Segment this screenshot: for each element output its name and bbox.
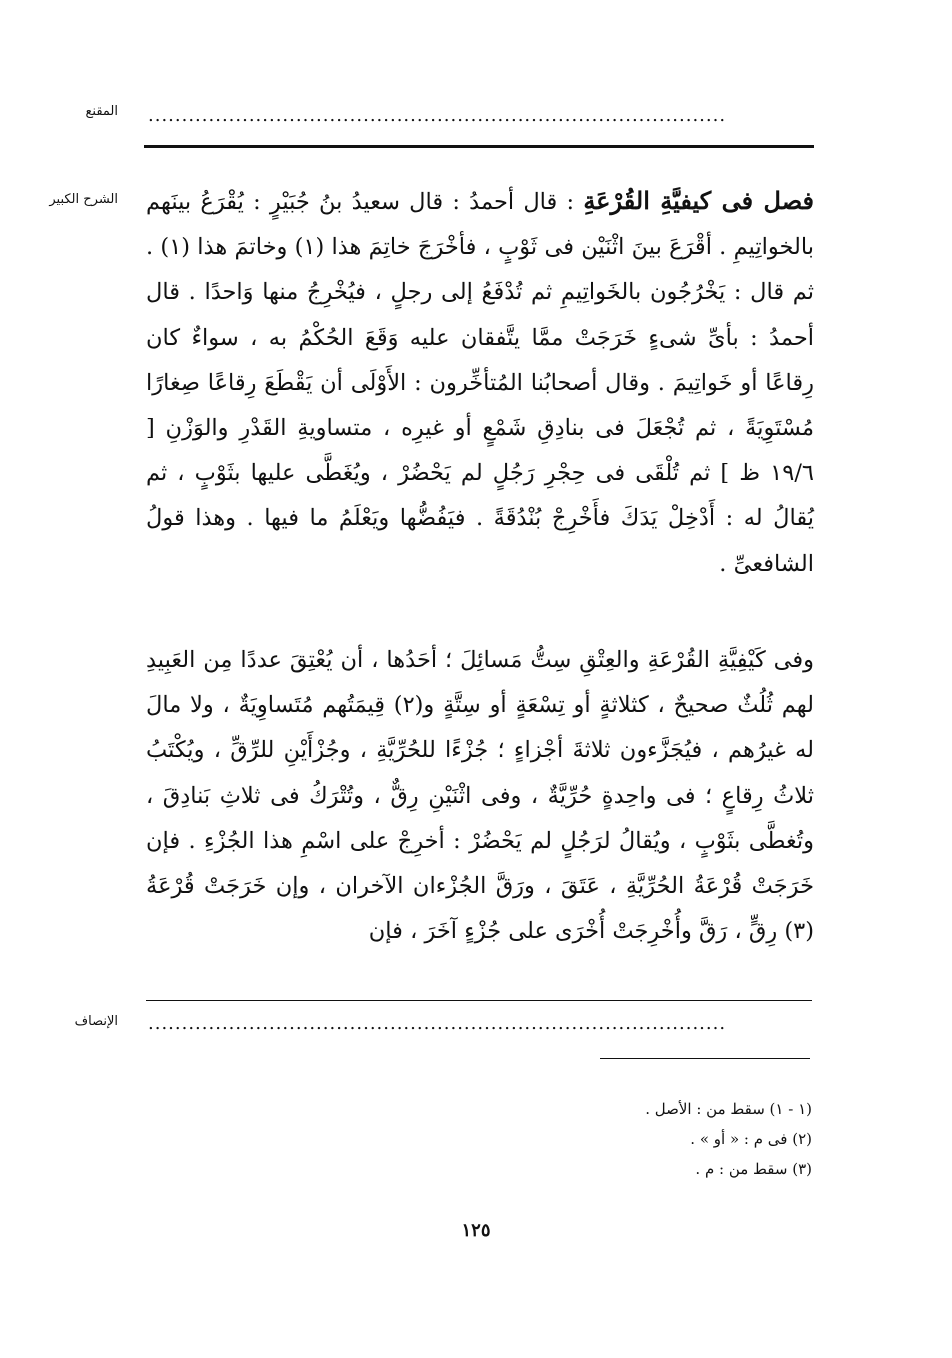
footnote-1: (١ - ١) سقط من : الأصل . (645, 1100, 812, 1118)
footnote-2: (٢) فى م : « أو » . (690, 1130, 812, 1148)
section-text: : قال أحمدُ : قال سعيدُ بنُ جُبَيْرٍ : يُقْرَعُ بينَهم بالخواتِيمِ . أقْرَعَ بينَ اثْنَيْن فى ثَوْبٍ ، فأخْرَجَ خاتِمَ هذا (١) وخاتمَ هذا (١) . ثم قال : يَخْرُجُون بالخَواتِيمِ ثم تُدْفَعُ إلى رجلٍ ، فيُخْرِجُ منها وَاحدًا . قال أحمدُ : بأىِّ شىءٍ خَرَجَتْ ممَّا يتَّفقان عليه وَقَعَ الحُكْمُ به ، سواءٌ كان رِقاعًا أو خَواتِيمَ . وقال أصحابُنا المُتأخِّرون : الأَوْلَى أن يَقْطَعَ رِقاعًا صِغارًا مُسْتَوِيَةً ، ثم تُجْعَلَ فى بنادِقِ شَمْعٍ أو غيرِه ، متساويةِ القَدْرِ والوَزْنِ [ ١٩/٦ ظ ] ثم تُلْقَى فى حِجْرِ رَجُلٍ لم يَحْضُرْ ، ويُغَطَّى عليها بثَوْبٍ ، ثم يُقالُ له : أَدْخِلْ يَدَكَ فأَخْرِجْ بُنْدُقَةً . فيَفُضُّها ويَعْلَمُ ما فيها . وهذا قولُ الشافعىِّ . (146, 189, 814, 577)
divider-rule (146, 1000, 812, 1001)
header-dotted-line: ...................................................................................... (148, 106, 727, 126)
insaf-label: الإنصاف (74, 1014, 118, 1029)
footnote-3: (٣) سقط من : م . (695, 1160, 812, 1178)
section-masail (146, 638, 814, 954)
sharh-label: الشرح الكبير (49, 192, 118, 207)
section-heading: فصل فى كيفيَّةِ القُرْعَةِ (583, 186, 814, 215)
footnote-separator (600, 1058, 810, 1059)
section-text-2: وفى كَيْفِيَّةِ القُرْعَةِ والعِتْقِ سِتُّ مَسائِلَ ؛ أحَدُها ، أن يُعْتِقَ عددًا مِن العَبِيدِ لهم ثُلُثٌ صحيحٌ ، كثلاثةٍ أو تِسْعَةٍ أو سِتَّةٍ و(٢) قِيمَتُهم مُتَساوِيَةٌ ، ولا مالَ له غيرُهم ، فيُجَزَّءون ثلاثةَ أجْزاءٍ ؛ جُزْءًا للحُرِّيَّةِ ، وجُزْأَيْنِ للرِّقِّ ، ويُكْتَبُ ثلاثُ رِقاعٍ ؛ فى واحِدةٍ حُرِّيَّةٌ ، وفى اثْنَيْنِ رِقٌّ ، وتُتْرَكُ فى ثلاثِ بَنادِقَ ، وتُغطَّى بثَوْبٍ ، ويُقالُ لرَجُلٍ لم يَحْضُرْ : أخرِجْ على اسْمِ هذا الجُزْءِ . فإن خَرَجَتْ قُرْعَةُ الحُرِّيَّةِ ، عَتَقَ ، ورَقَّ الجُزْءان الآخران ، وإن خَرَجَتْ قُرْعَةُ (٣) رِقٍّ ، رَقَّ وأُخْرِجَتْ أُخْرَى على جُزْءٍ آخَرَ ، فإن (146, 647, 814, 945)
header-rule (144, 145, 814, 148)
page-number: ١٢٥ (461, 1220, 491, 1241)
section-kayfiyyat-al-qur'a (146, 178, 814, 587)
insaf-dotted-line: ...................................................................................... (148, 1014, 727, 1034)
book-title: المقنع (85, 104, 118, 119)
footnotes (400, 1094, 812, 1184)
